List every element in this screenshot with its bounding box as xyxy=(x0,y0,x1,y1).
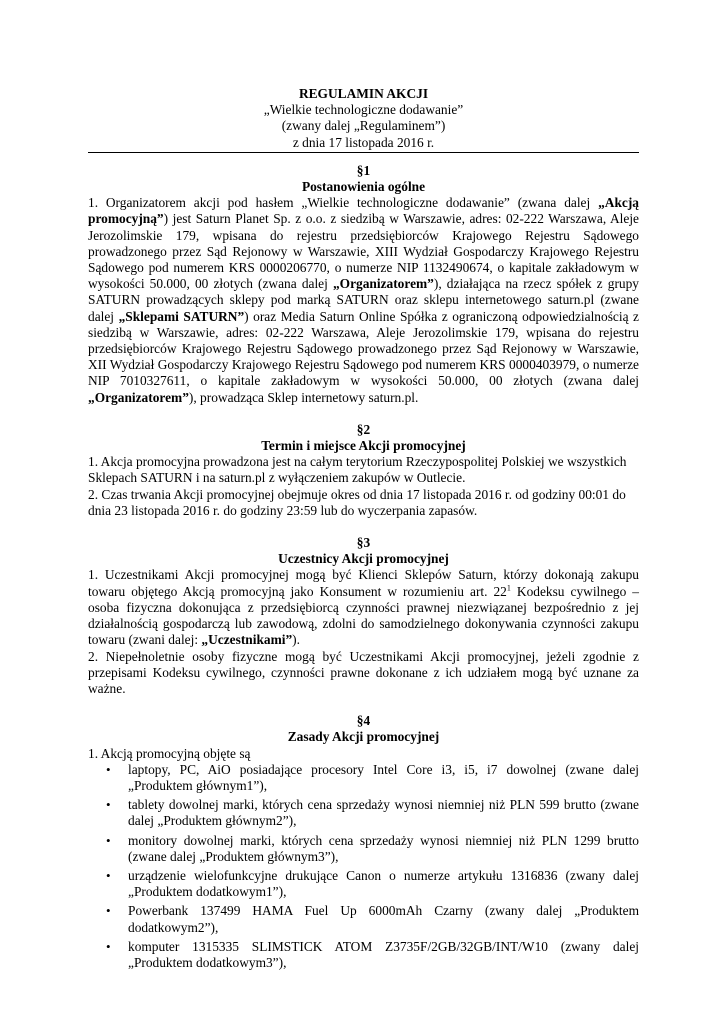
section-4-intro: 1. Akcją promocyjną objęte są xyxy=(88,745,251,761)
doc-date: z dnia 17 listopada 2016 r. xyxy=(88,135,639,153)
bullet-icon: • xyxy=(106,761,111,777)
doc-subtitle: „Wielkie technologiczne dodawanie” xyxy=(263,102,464,118)
section-3-paragraph-2: 2. Niepełnoletnie osoby fizyczne mogą być Uczestnikami Akcji promocyjnej, jeżeli zgodnie z przepisami Kodeksu cywilnego, czynności prawne dokonane z ich udziałem mogą być uznane za ważne. xyxy=(88,648,639,696)
section-4-product-list xyxy=(88,762,639,971)
list-item: • monitory dowolnej marki, których cena sprzedaży wynosi niemniej niż PLN 1299 brutto (zwane dalej „Produktem głównym3”), xyxy=(106,832,639,864)
list-item: • laptopy, PC, AiO posiadające procesory Intel Core i3, i5, i7 dowolnej (zwane dalej „Produktem głównym1”), xyxy=(106,761,639,793)
section-3-title: Uczestnicy Akcji promocyjnej xyxy=(278,551,449,567)
bullet-icon: • xyxy=(106,903,111,919)
section-2-paragraph-2: 2. Czas trwania Akcji promocyjnej obejmuje okres od dnia 17 listopada 2016 r. od godziny 00:01 do dnia 23 listopada 2016 r. do godziny 23:59 lub do wyczerpania zapasów. xyxy=(88,486,626,518)
bullet-icon: • xyxy=(106,867,111,883)
doc-alias: (zwany dalej „Regulaminem”) xyxy=(281,118,446,134)
document-page xyxy=(88,86,639,974)
section-4-title: Zasady Akcji promocyjnej xyxy=(287,729,440,745)
section-4-number: §4 xyxy=(356,713,371,729)
list-item: • urządzenie wielofunkcyjne drukujące Canon o numerze artykułu 1316836 (zwany dalej „Produktem dodatkowym1”), xyxy=(106,867,639,900)
section-3-number: §3 xyxy=(356,535,371,551)
list-item: • Powerbank 137499 HAMA Fuel Up 6000mAh Czarny (zwany dalej „Produktem dodatkowym2”), xyxy=(106,903,639,935)
section-1-title: Postanowienia ogólne xyxy=(301,179,426,195)
section-2-paragraph-1: 1. Akcja promocyjna prowadzona jest na całym terytorium Rzeczypospolitej Polskiej we wszystkich Sklepach SATURN i na saturn.pl z wyłączeniem zakupów w Outlecie. xyxy=(88,454,627,486)
list-item: • komputer 1315335 SLIMSTICK ATOM Z3735F/2GB/32GB/INT/W10 (zwany dalej „Produktem dodatkowym3”), xyxy=(106,938,639,970)
section-3-paragraph-1: 1. Uczestnikami Akcji promocyjnej mogą być Klienci Sklepów Saturn, którzy dokonają zakupu towaru objętego Akcją promocyjną jako Konsument w rozumieniu art. $22^1$ Kodeksu cywilnego – osoba fizyczna dokonująca z przedsiębiorcą czynności prawnej niezwiązanej bezpośrednio z jej działalnością gospodarczą lub zawodową, zdolni do samodzielnego dokonywania czynności zakupu towaru (zwani dalej: „Uczestnikami”). xyxy=(88,567,639,648)
section-1-paragraph-1: 1. Organizatorem akcji pod hasłem „Wielkie technologiczne dodawanie” (zwana dalej „Akcją promocyjną”) jest Saturn Planet Sp. z o.o. z siedzibą w Warszawie, adres: 02-222 Warszawa, Aleje Jerozolimskie 179, wpisana do rejestru przedsiębiorców Krajowego Rejestru Sądowego prowadzonego przez Sąd Rejonowy w Warszawie, XIII Wydział Gospodarczy Krajowego Rejestru Sądowego pod numerem KRS 0000206770, o numerze NIP 1132490674, o kapitale zakładowym w wysokości 50.000, 00 złotych (zwana dalej „Organizatorem”), działająca na rzecz spółek z grupy SATURN prowadzących sklepy pod marką SATURN oraz sklepu internetowego saturn.pl (zwane dalej „Sklepami SATURN”) oraz Media Saturn Online Spółka z ograniczoną odpowiedzialnością z siedzibą w Warszawie, adres: 02-222 Warszawa, Aleje Jerozolimskie 179, wpisana do rejestru przedsiębiorców Krajowego Rejestru Sądowego prowadzonego przez Sąd Rejonowy w Warszawie, XII Wydział Gospodarczy Krajowego Rejestru Sądowego pod numerem KRS 0000403979, o numerze NIP 7010327611, o kapitale zakładowym w wysokości 50.000, 00 złotych (zwana dalej „Organizatorem”), prowadząca Sklep internetowy saturn.pl. xyxy=(88,195,639,405)
section-2-title: Termin i miejsce Akcji promocyjnej xyxy=(261,438,466,454)
section-2-number: §2 xyxy=(356,421,371,437)
bullet-icon: • xyxy=(106,797,111,813)
doc-title: REGULAMIN AKCJI xyxy=(298,86,429,101)
section-1-number: §1 xyxy=(356,162,371,178)
bullet-icon: • xyxy=(106,832,111,848)
bullet-icon: • xyxy=(106,938,111,954)
list-item: • tablety dowolnej marki, których cena sprzedaży wynosi niemniej niż PLN 599 brutto (zwane dalej „Produktem głównym2”), xyxy=(106,797,639,829)
